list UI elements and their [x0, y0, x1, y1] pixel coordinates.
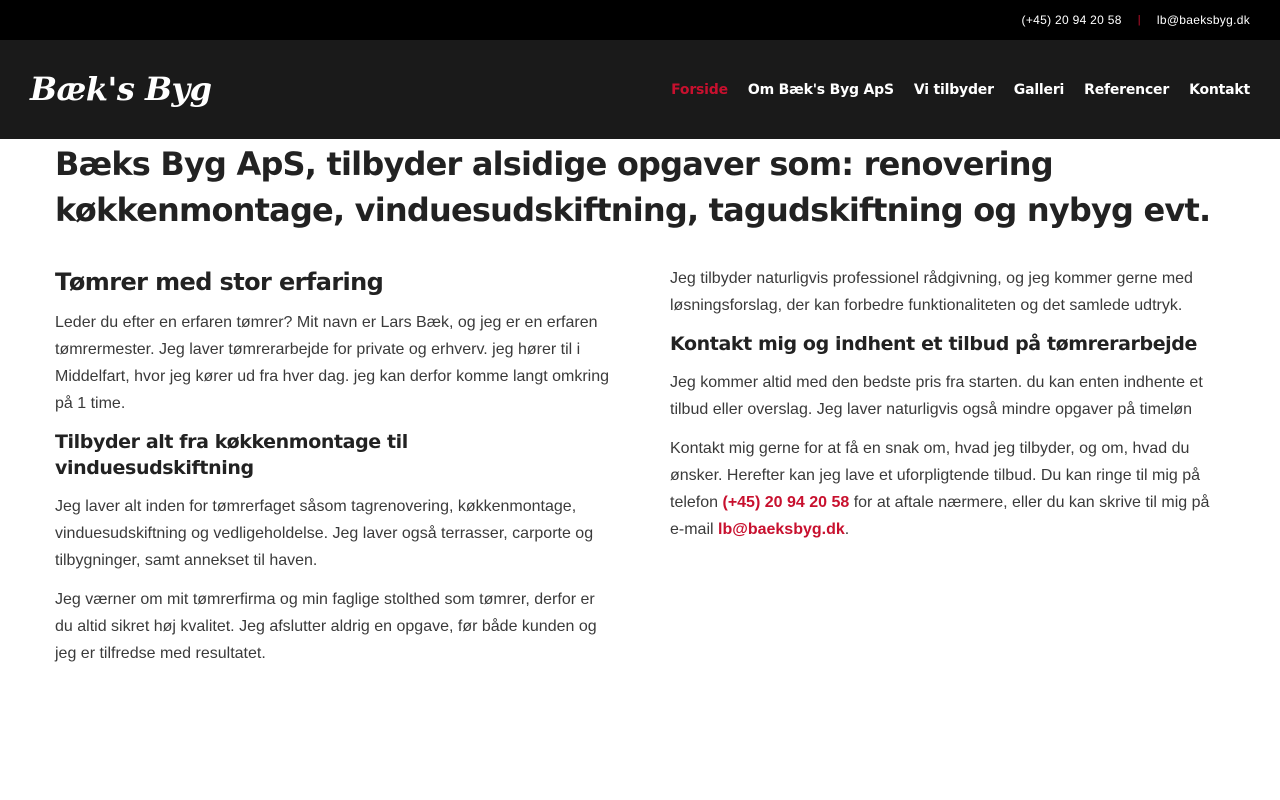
contact-phone-link[interactable]: (+45) 20 94 20 58 [722, 494, 850, 511]
section-heading-contact: Kontakt mig og indhent et tilbud på tømrerarbejde [670, 333, 1197, 355]
topbar-separator: | [1137, 14, 1141, 26]
quality-paragraph: Jeg værner om mit tømrerfirma og min faglige stolthed som tømrer, derfor er du altid sikret høj kvalitet. Jeg afslutter aldrig en opgave, før både kunden og jeg er tilfredse med resultatet. [55, 591, 597, 662]
left-column [55, 267, 610, 679]
nav-item-galleri[interactable]: Galleri [1013, 81, 1065, 98]
section-heading-services: Tilbyder alt fra køkkenmontage til vinduesudskiftning [55, 431, 408, 479]
nav-item-om[interactable]: Om Bæk's Byg ApS [747, 81, 894, 98]
section-heading-experience: Tømrer med stor erfaring [55, 268, 384, 296]
nav-item-forside[interactable]: Forside [671, 81, 728, 98]
advice-paragraph: Jeg tilbyder naturligvis professionel rådgivning, og jeg kommer gerne med løsningsforslag, der kan forbedre funktionaliteten og det samlede udtryk. [670, 270, 1193, 314]
page-title: Bæks Byg ApS, tilbyder alsidige opgaver som: renovering køkkenmontage, vinduesudskiftning, tagudskiftning og nybyg evt. [55, 145, 1211, 229]
intro-paragraph: Leder du efter en erfaren tømrer? Mit navn er Lars Bæk, og jeg er en erfaren tømrermester. Jeg laver tømrerarbejde for private og erhverv. jeg hører til i Middelfart, hvor jeg kører ud fra hver dag. jeg kan derfor komme langt omkring på 1 time. [55, 314, 610, 412]
topbar-email-link[interactable]: lb@baeksbyg.dk [1156, 13, 1250, 27]
services-paragraph: Jeg laver alt inden for tømrerfaget såsom tagrenovering, køkkenmontage, vinduesudskiftning og vedligeholdelse. Jeg laver også terrasser, carporte og tilbygninger, samt annekset til haven. [55, 498, 594, 569]
main-nav [671, 82, 1250, 98]
right-column [670, 267, 1225, 679]
nav-item-referencer[interactable]: Referencer [1084, 81, 1170, 98]
contact-text-before: Kontakt mig gerne for at få en snak om, hvad jeg tilbyder, og om, hvad du ønsker. Herefter kan jeg lave et uforpligtende tilbud. Du kan ringe til mig på telefon [670, 440, 1201, 511]
top-bar [0, 0, 1280, 40]
site-logo[interactable]: Bæk's Byg [30, 69, 212, 108]
pricing-paragraph: Jeg kommer altid med den bedste pris fra starten. du kan enten indhente et tilbud eller overslag. Jeg laver naturligvis også mindre opgaver på timeløn [670, 374, 1203, 418]
main-content [0, 141, 1280, 679]
site-header [0, 40, 1280, 139]
contact-text-after: . [844, 521, 850, 538]
contact-paragraph [670, 435, 1225, 543]
contact-text-middle: for at aftale nærmere, eller du kan skrive til mig på e-mail [670, 494, 1210, 538]
nav-item-vi-tilbyder[interactable]: Vi tilbyder [913, 81, 994, 98]
contact-email-link[interactable]: lb@baeksbyg.dk [718, 521, 845, 538]
content-columns [55, 267, 1225, 679]
nav-item-kontakt[interactable]: Kontakt [1189, 81, 1250, 98]
topbar-phone-link[interactable]: (+45) 20 94 20 58 [1021, 13, 1122, 27]
